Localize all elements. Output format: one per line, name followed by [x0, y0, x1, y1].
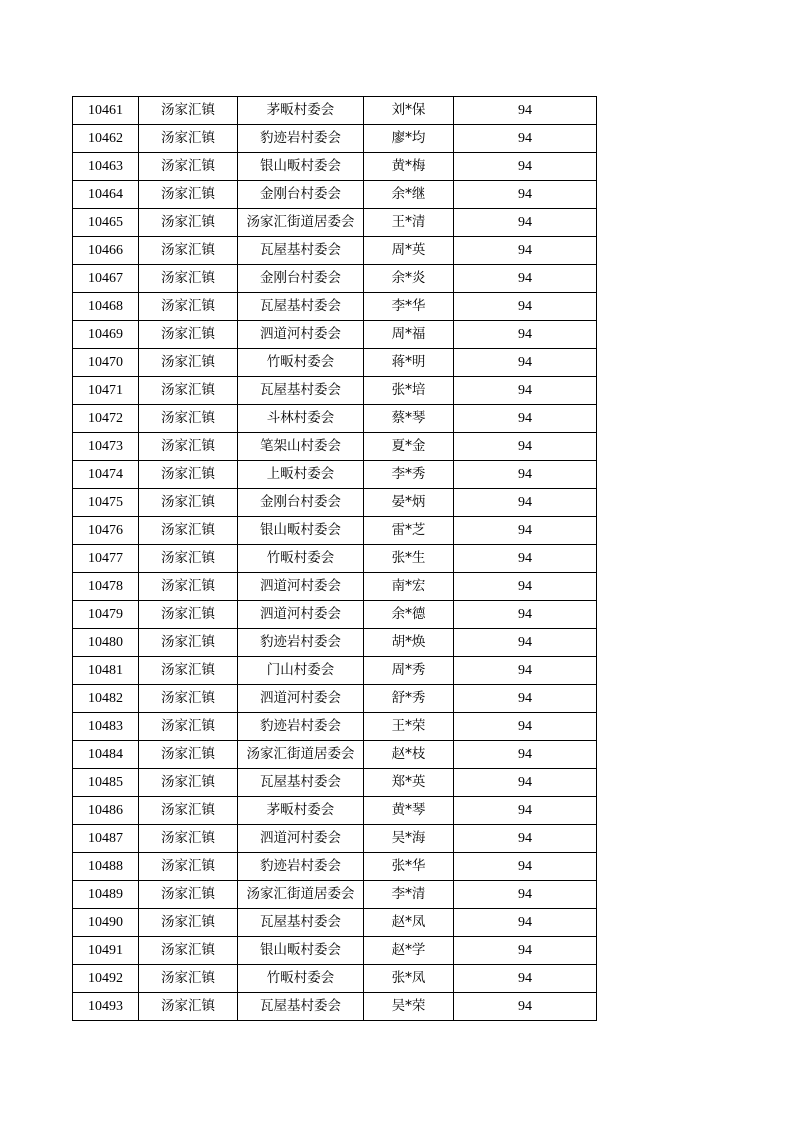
record-id-cell: 10492 — [73, 965, 139, 993]
person-name-cell: 王*荣 — [364, 713, 454, 741]
committee-cell: 银山畈村委会 — [238, 153, 364, 181]
score-cell: 94 — [454, 517, 597, 545]
score-cell: 94 — [454, 293, 597, 321]
town-cell: 汤家汇镇 — [139, 517, 238, 545]
score-cell: 94 — [454, 349, 597, 377]
person-name-cell: 黄*琴 — [364, 797, 454, 825]
person-name-cell: 蒋*明 — [364, 349, 454, 377]
record-id-cell: 10467 — [73, 265, 139, 293]
table-row — [73, 713, 597, 741]
table-row — [73, 125, 597, 153]
person-name-cell: 胡*焕 — [364, 629, 454, 657]
committee-cell: 汤家汇街道居委会 — [238, 741, 364, 769]
town-cell: 汤家汇镇 — [139, 545, 238, 573]
person-name-cell: 张*生 — [364, 545, 454, 573]
person-name-cell: 晏*炳 — [364, 489, 454, 517]
person-name-cell: 王*清 — [364, 209, 454, 237]
table-row — [73, 517, 597, 545]
record-id-cell: 10488 — [73, 853, 139, 881]
record-id-cell: 10461 — [73, 97, 139, 125]
table-row — [73, 237, 597, 265]
town-cell: 汤家汇镇 — [139, 97, 238, 125]
committee-cell: 竹畈村委会 — [238, 545, 364, 573]
score-cell: 94 — [454, 965, 597, 993]
record-id-cell: 10468 — [73, 293, 139, 321]
record-id-cell: 10487 — [73, 825, 139, 853]
score-cell: 94 — [454, 881, 597, 909]
person-name-cell: 廖*均 — [364, 125, 454, 153]
person-name-cell: 夏*金 — [364, 433, 454, 461]
table-row — [73, 797, 597, 825]
committee-cell: 泗道河村委会 — [238, 573, 364, 601]
town-cell: 汤家汇镇 — [139, 937, 238, 965]
record-id-cell: 10493 — [73, 993, 139, 1021]
table-row — [73, 685, 597, 713]
record-id-cell: 10466 — [73, 237, 139, 265]
score-cell: 94 — [454, 825, 597, 853]
committee-cell: 银山畈村委会 — [238, 937, 364, 965]
person-name-cell: 余*继 — [364, 181, 454, 209]
committee-cell: 竹畈村委会 — [238, 965, 364, 993]
town-cell: 汤家汇镇 — [139, 265, 238, 293]
committee-cell: 瓦屋基村委会 — [238, 293, 364, 321]
committee-cell: 金刚台村委会 — [238, 489, 364, 517]
score-cell: 94 — [454, 489, 597, 517]
person-name-cell: 刘*保 — [364, 97, 454, 125]
table-row — [73, 825, 597, 853]
table-row — [73, 909, 597, 937]
record-id-cell: 10479 — [73, 601, 139, 629]
record-id-cell: 10480 — [73, 629, 139, 657]
town-cell: 汤家汇镇 — [139, 237, 238, 265]
score-cell: 94 — [454, 685, 597, 713]
committee-cell: 金刚台村委会 — [238, 181, 364, 209]
committee-cell: 豹迹岩村委会 — [238, 629, 364, 657]
score-cell: 94 — [454, 853, 597, 881]
town-cell: 汤家汇镇 — [139, 853, 238, 881]
record-id-cell: 10464 — [73, 181, 139, 209]
town-cell: 汤家汇镇 — [139, 769, 238, 797]
committee-cell: 茅畈村委会 — [238, 97, 364, 125]
person-name-cell: 赵*凤 — [364, 909, 454, 937]
town-cell: 汤家汇镇 — [139, 629, 238, 657]
committee-cell: 银山畈村委会 — [238, 517, 364, 545]
person-name-cell: 吴*荣 — [364, 993, 454, 1021]
committee-cell: 汤家汇街道居委会 — [238, 209, 364, 237]
table-row — [73, 769, 597, 797]
committee-cell: 泗道河村委会 — [238, 321, 364, 349]
record-id-cell: 10485 — [73, 769, 139, 797]
committee-cell: 茅畈村委会 — [238, 797, 364, 825]
table-row — [73, 545, 597, 573]
score-cell: 94 — [454, 125, 597, 153]
person-name-cell: 赵*枝 — [364, 741, 454, 769]
record-id-cell: 10469 — [73, 321, 139, 349]
person-name-cell: 张*凤 — [364, 965, 454, 993]
table-row — [73, 209, 597, 237]
table-body — [73, 97, 597, 1021]
score-cell: 94 — [454, 97, 597, 125]
person-name-cell: 黄*梅 — [364, 153, 454, 181]
score-cell: 94 — [454, 769, 597, 797]
record-id-cell: 10489 — [73, 881, 139, 909]
person-name-cell: 周*英 — [364, 237, 454, 265]
table-row — [73, 489, 597, 517]
record-id-cell: 10472 — [73, 405, 139, 433]
table-row — [73, 881, 597, 909]
town-cell: 汤家汇镇 — [139, 321, 238, 349]
record-id-cell: 10465 — [73, 209, 139, 237]
record-id-cell: 10491 — [73, 937, 139, 965]
committee-cell: 泗道河村委会 — [238, 601, 364, 629]
committee-cell: 瓦屋基村委会 — [238, 993, 364, 1021]
table-row — [73, 965, 597, 993]
town-cell: 汤家汇镇 — [139, 153, 238, 181]
town-cell: 汤家汇镇 — [139, 909, 238, 937]
score-cell: 94 — [454, 153, 597, 181]
town-cell: 汤家汇镇 — [139, 293, 238, 321]
committee-cell: 瓦屋基村委会 — [238, 909, 364, 937]
person-name-cell: 吴*海 — [364, 825, 454, 853]
town-cell: 汤家汇镇 — [139, 349, 238, 377]
score-cell: 94 — [454, 657, 597, 685]
table-row — [73, 601, 597, 629]
table-row — [73, 433, 597, 461]
record-id-cell: 10478 — [73, 573, 139, 601]
score-cell: 94 — [454, 321, 597, 349]
score-cell: 94 — [454, 573, 597, 601]
record-id-cell: 10483 — [73, 713, 139, 741]
person-name-cell: 周*福 — [364, 321, 454, 349]
town-cell: 汤家汇镇 — [139, 573, 238, 601]
table-row — [73, 573, 597, 601]
table-row — [73, 853, 597, 881]
town-cell: 汤家汇镇 — [139, 797, 238, 825]
score-cell: 94 — [454, 377, 597, 405]
person-name-cell: 张*华 — [364, 853, 454, 881]
committee-cell: 上畈村委会 — [238, 461, 364, 489]
committee-cell: 瓦屋基村委会 — [238, 377, 364, 405]
table-row — [73, 265, 597, 293]
person-name-cell: 周*秀 — [364, 657, 454, 685]
town-cell: 汤家汇镇 — [139, 881, 238, 909]
score-cell: 94 — [454, 713, 597, 741]
person-name-cell: 郑*英 — [364, 769, 454, 797]
table-row — [73, 181, 597, 209]
score-cell: 94 — [454, 181, 597, 209]
score-cell: 94 — [454, 797, 597, 825]
town-cell: 汤家汇镇 — [139, 685, 238, 713]
town-cell: 汤家汇镇 — [139, 601, 238, 629]
score-cell: 94 — [454, 461, 597, 489]
score-cell: 94 — [454, 237, 597, 265]
table-row — [73, 405, 597, 433]
committee-cell: 竹畈村委会 — [238, 349, 364, 377]
town-cell: 汤家汇镇 — [139, 825, 238, 853]
person-name-cell: 余*德 — [364, 601, 454, 629]
person-name-cell: 张*培 — [364, 377, 454, 405]
committee-cell: 豹迹岩村委会 — [238, 125, 364, 153]
town-cell: 汤家汇镇 — [139, 209, 238, 237]
table-row — [73, 461, 597, 489]
committee-cell: 豹迹岩村委会 — [238, 713, 364, 741]
table-row — [73, 377, 597, 405]
record-id-cell: 10481 — [73, 657, 139, 685]
table-row — [73, 153, 597, 181]
person-name-cell: 南*宏 — [364, 573, 454, 601]
record-id-cell: 10470 — [73, 349, 139, 377]
score-cell: 94 — [454, 601, 597, 629]
person-name-cell: 赵*学 — [364, 937, 454, 965]
committee-cell: 泗道河村委会 — [238, 685, 364, 713]
person-name-cell: 李*华 — [364, 293, 454, 321]
table-row — [73, 321, 597, 349]
record-id-cell: 10475 — [73, 489, 139, 517]
score-cell: 94 — [454, 909, 597, 937]
committee-cell: 汤家汇街道居委会 — [238, 881, 364, 909]
score-cell: 94 — [454, 265, 597, 293]
record-id-cell: 10484 — [73, 741, 139, 769]
town-cell: 汤家汇镇 — [139, 993, 238, 1021]
score-cell: 94 — [454, 937, 597, 965]
committee-cell: 门山村委会 — [238, 657, 364, 685]
person-name-cell: 蔡*琴 — [364, 405, 454, 433]
town-cell: 汤家汇镇 — [139, 377, 238, 405]
person-name-cell: 李*清 — [364, 881, 454, 909]
committee-cell: 金刚台村委会 — [238, 265, 364, 293]
table-row — [73, 97, 597, 125]
town-cell: 汤家汇镇 — [139, 125, 238, 153]
table-row — [73, 937, 597, 965]
record-id-cell: 10471 — [73, 377, 139, 405]
record-id-cell: 10482 — [73, 685, 139, 713]
town-cell: 汤家汇镇 — [139, 405, 238, 433]
score-cell: 94 — [454, 993, 597, 1021]
person-name-cell: 雷*芝 — [364, 517, 454, 545]
record-id-cell: 10486 — [73, 797, 139, 825]
person-name-cell: 舒*秀 — [364, 685, 454, 713]
table-row — [73, 657, 597, 685]
data-table — [72, 96, 597, 1021]
table-row — [73, 293, 597, 321]
record-id-cell: 10490 — [73, 909, 139, 937]
record-id-cell: 10473 — [73, 433, 139, 461]
town-cell: 汤家汇镇 — [139, 489, 238, 517]
score-cell: 94 — [454, 209, 597, 237]
town-cell: 汤家汇镇 — [139, 461, 238, 489]
record-id-cell: 10477 — [73, 545, 139, 573]
town-cell: 汤家汇镇 — [139, 657, 238, 685]
score-cell: 94 — [454, 405, 597, 433]
committee-cell: 瓦屋基村委会 — [238, 237, 364, 265]
committee-cell: 泗道河村委会 — [238, 825, 364, 853]
table-row — [73, 741, 597, 769]
score-cell: 94 — [454, 433, 597, 461]
person-name-cell: 余*炎 — [364, 265, 454, 293]
town-cell: 汤家汇镇 — [139, 965, 238, 993]
table-row — [73, 993, 597, 1021]
town-cell: 汤家汇镇 — [139, 433, 238, 461]
table-row — [73, 349, 597, 377]
record-id-cell: 10462 — [73, 125, 139, 153]
record-id-cell: 10474 — [73, 461, 139, 489]
committee-cell: 瓦屋基村委会 — [238, 769, 364, 797]
committee-cell: 斗林村委会 — [238, 405, 364, 433]
committee-cell: 豹迹岩村委会 — [238, 853, 364, 881]
score-cell: 94 — [454, 629, 597, 657]
table-row — [73, 629, 597, 657]
committee-cell: 笔架山村委会 — [238, 433, 364, 461]
score-cell: 94 — [454, 545, 597, 573]
town-cell: 汤家汇镇 — [139, 741, 238, 769]
record-id-cell: 10476 — [73, 517, 139, 545]
score-cell: 94 — [454, 741, 597, 769]
record-id-cell: 10463 — [73, 153, 139, 181]
town-cell: 汤家汇镇 — [139, 181, 238, 209]
town-cell: 汤家汇镇 — [139, 713, 238, 741]
person-name-cell: 李*秀 — [364, 461, 454, 489]
